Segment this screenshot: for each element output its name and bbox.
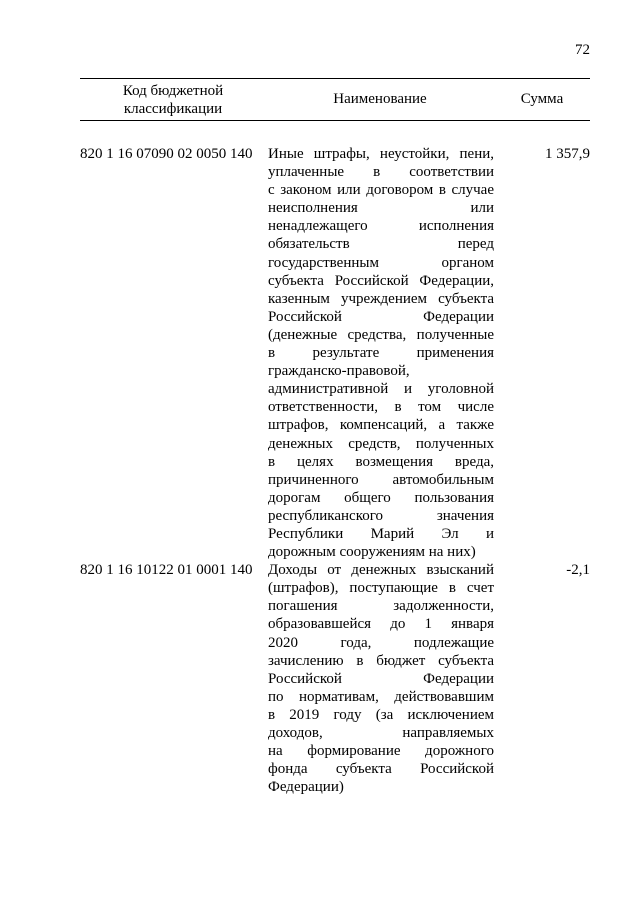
- header-name: Наименование: [333, 91, 427, 107]
- description-line: погашения задолженности,: [268, 598, 494, 615]
- row-name: [268, 145, 494, 561]
- description-line: неисполнения или: [268, 200, 494, 217]
- description-line: денежных средств, полученных: [268, 435, 494, 452]
- header-code-line2: классификации: [123, 100, 223, 117]
- description-line: доходов, направляемых: [268, 725, 494, 741]
- description-line: обязательств перед: [268, 236, 494, 253]
- description-line: 2020 года, подлежащие: [268, 634, 494, 651]
- description-line: образовавшейся до 1 января: [268, 616, 494, 633]
- description-line: казенным учреждением субъекта: [268, 290, 494, 307]
- row-sum: 1 357,9: [545, 146, 590, 162]
- description-line: государственным органом: [268, 254, 494, 271]
- description-line: гражданско-правовой,: [268, 363, 410, 380]
- description-line: административной и уголовной: [268, 381, 494, 398]
- table-body: [80, 145, 590, 796]
- description-line: штрафов, компенсаций, а также: [268, 417, 494, 434]
- description-line: фонда субъекта Российской: [268, 761, 494, 778]
- description-line: Доходы от денежных взысканий: [268, 562, 494, 579]
- description-line: республиканского значения: [268, 507, 494, 524]
- description-line: дорожным сооружениям на них): [268, 544, 476, 561]
- page-number: 72: [575, 42, 590, 58]
- description-line: Республики Марий Эл и: [268, 525, 494, 542]
- header-sum: Сумма: [520, 91, 564, 107]
- description-line: зачислению в бюджет субъекта: [268, 652, 494, 669]
- description-line: ответственности, в том числе: [268, 399, 494, 416]
- description-line: Российской Федерации: [268, 308, 494, 325]
- description-line: в результате применения: [268, 345, 494, 362]
- row-code: 820 1 16 10122 01 0001 140: [80, 562, 253, 579]
- header-code-line1: Код бюджетной: [122, 82, 224, 99]
- description-line: Российской Федерации: [268, 670, 494, 687]
- description-line: дорогам общего пользования: [268, 489, 494, 506]
- description-line: (денежные средства, полученные: [268, 326, 494, 343]
- description-line: субъекта Российской Федерации,: [268, 272, 494, 289]
- description-line: в 2019 году (за исключением: [268, 706, 494, 723]
- description-line: (штрафов), поступающие в счет: [268, 580, 494, 597]
- description-line: в целях возмещения вреда,: [268, 453, 494, 470]
- description-line: Иные штрафы, неустойки, пени,: [268, 146, 494, 162]
- table-row: [80, 145, 590, 561]
- description-line: Федерации): [268, 779, 344, 796]
- description-line: причиненного автомобильным: [268, 471, 494, 488]
- row-name: [268, 561, 494, 796]
- header-code: [80, 82, 266, 118]
- table-header: [80, 78, 590, 121]
- row-sum: -2,1: [566, 562, 590, 579]
- description-line: с законом или договором в случае: [268, 182, 494, 199]
- description-line: на формирование дорожного: [268, 743, 494, 760]
- description-line: уплаченные в соответствии: [268, 164, 494, 181]
- budget-table: [80, 78, 590, 796]
- table-row: [80, 561, 590, 796]
- description-line: ненадлежащего исполнения: [268, 218, 494, 235]
- row-code: 820 1 16 07090 02 0050 140: [80, 146, 253, 162]
- description-line: по нормативам, действовавшим: [268, 688, 494, 705]
